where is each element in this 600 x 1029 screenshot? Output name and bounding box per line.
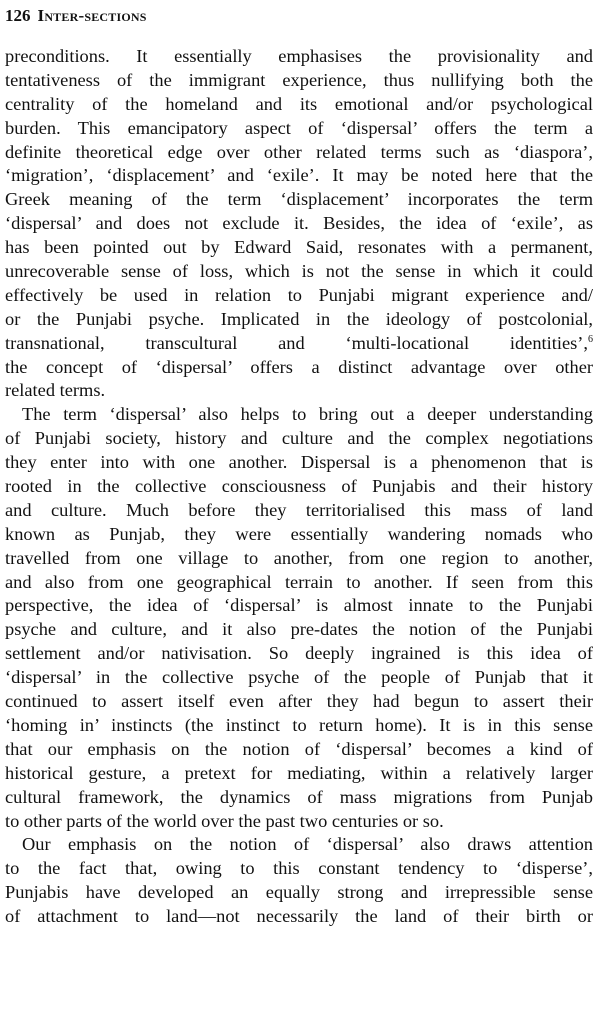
text-line: or the Punjabi psyche. Implicated in the ideology of postcolonial, [5, 308, 593, 329]
text-line: travelled from one village to another, from one region to another, [5, 547, 593, 568]
text-line: burden. This emancipatory aspect of ‘dispersal’ offers the term a [5, 117, 593, 138]
paragraph-3 [5, 833, 593, 929]
text-line: continued to assert itself even after they had begun to assert their [5, 691, 593, 712]
body-text [5, 45, 593, 929]
text-line: cultural framework, the dynamics of mass migrations from Punjab [5, 786, 593, 807]
text-line: related terms. [5, 380, 106, 401]
text-line: definite theoretical edge over other related terms such as ‘diaspora’, [5, 141, 593, 162]
paragraph-2 [5, 403, 593, 833]
text-line: centrality of the homeland and its emotional and/or psychological [5, 93, 593, 114]
text-line: of attachment to land—not necessarily the land of their birth or [5, 906, 593, 927]
running-title: Inter-sections [37, 6, 147, 25]
text-line: that our emphasis on the notion of ‘dispersal’ becomes a kind of [5, 738, 593, 759]
running-head [5, 5, 147, 27]
text-line: ‘homing in’ instincts (the instinct to return home). It is in this sense [5, 714, 593, 735]
text-line: known as Punjab, they were essentially wandering nomads who [5, 523, 593, 544]
text-line: Our emphasis on the notion of ‘dispersal’ also draws attention [22, 834, 593, 855]
text-line: Punjabis have developed an equally strong and irrepressible sense [5, 882, 593, 903]
text-line: and also from one geographical terrain to another. If seen from this [5, 571, 593, 592]
footnote-marker: 6 [588, 333, 593, 345]
paragraph-1 [5, 45, 593, 403]
text-line: they enter into with one another. Dispersal is a phenomenon that is [5, 452, 593, 473]
text-line: ‘migration’, ‘displacement’ and ‘exile’. It may be noted here that the [5, 165, 593, 186]
text-line: rooted in the collective consciousness of Punjabis and their history [5, 476, 593, 497]
text-line: psyche and culture, and it also pre-dates the notion of the Punjabi [5, 619, 593, 640]
text-line: and culture. Much before they territorialised this mass of land [5, 499, 593, 520]
text-line: unrecoverable sense of loss, which is not the sense in which it could [5, 261, 593, 282]
text-line: effectively be used in relation to Punjabi migrant experience and/ [5, 284, 593, 305]
text-line: to other parts of the world over the past two centuries or so. [5, 810, 444, 831]
page-number: 126 [5, 6, 31, 25]
text-line: tentativeness of the immigrant experience, thus nullifying both the [5, 69, 593, 90]
text-line: the concept of ‘dispersal’ offers a distinct advantage over other [5, 356, 593, 377]
text-line: Greek meaning of the term ‘displacement’ incorporates the term [5, 189, 593, 210]
text-line-content: transnational, transcultural and ‘multi-locational identities’, [5, 332, 588, 353]
text-line: perspective, the idea of ‘dispersal’ is almost innate to the Punjabi [5, 595, 593, 616]
text-line: preconditions. It essentially emphasises the provisionality and [5, 46, 593, 66]
text-line: to the fact that, owing to this constant tendency to ‘disperse’, [5, 858, 593, 879]
text-line: The term ‘dispersal’ also helps to bring out a deeper understanding [22, 404, 593, 425]
text-line: settlement and/or nativisation. So deeply ingrained is this idea of [5, 643, 593, 664]
text-line: has been pointed out by Edward Said, resonates with a permanent, [5, 237, 593, 258]
text-line: ‘dispersal’ and does not exclude it. Besides, the idea of ‘exile’, as [5, 213, 593, 234]
text-line-with-footnote [5, 332, 593, 356]
text-line: of Punjabi society, history and culture and the complex negotiations [5, 428, 593, 449]
text-line: ‘dispersal’ in the collective psyche of the people of Punjab that it [5, 667, 593, 688]
text-line: historical gesture, a pretext for mediating, within a relatively larger [5, 762, 593, 783]
